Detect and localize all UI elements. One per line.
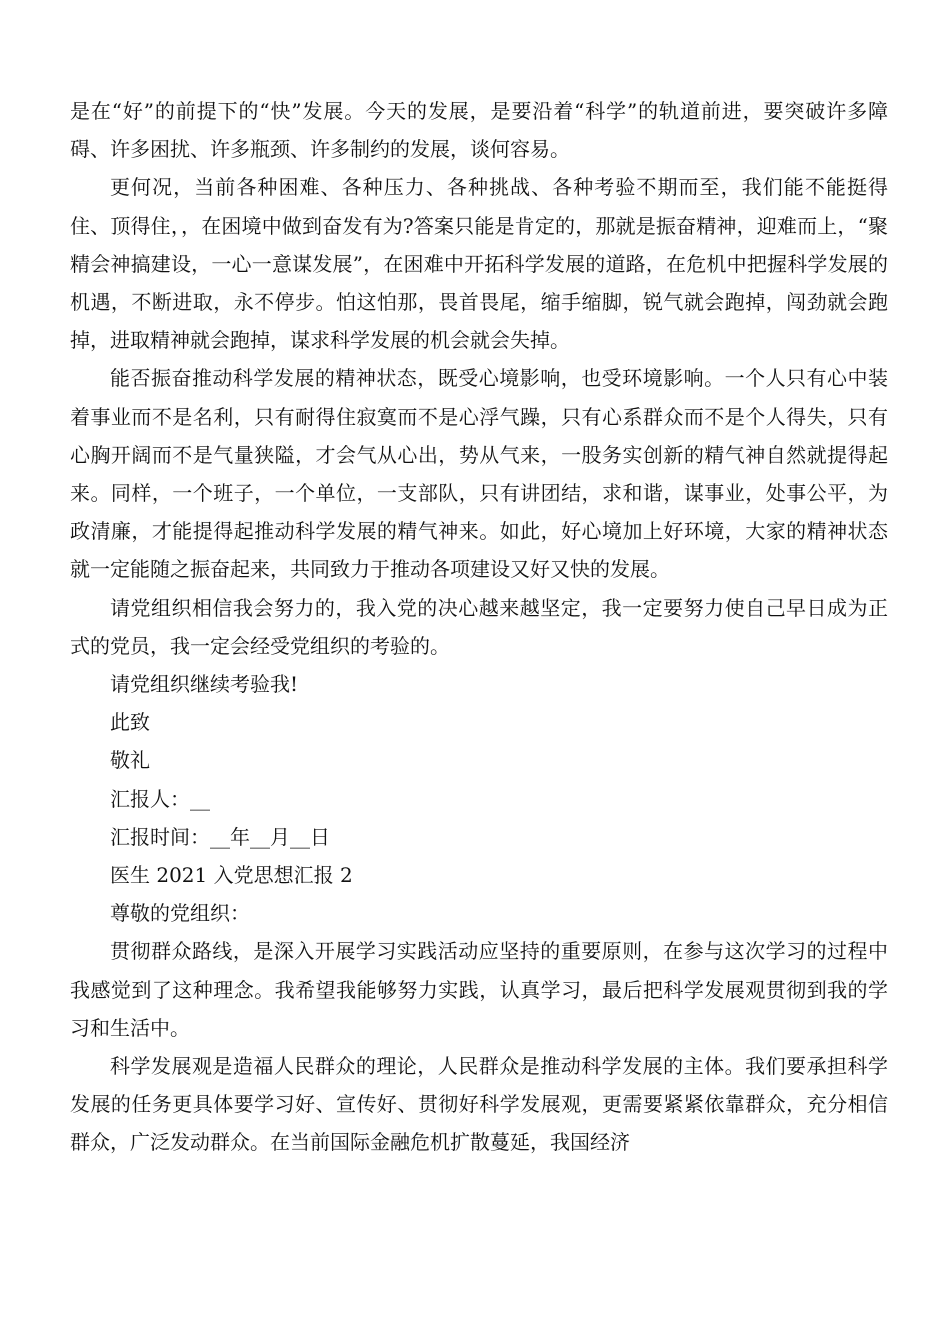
paragraph-resolve: 请党组织相信我会努力的，我入党的决心越来越坚定，我一定要努力使自己早日成为正式的党员，我一定会经受党组织的考验的。	[70, 595, 888, 658]
paragraph-mass-line: 贯彻群众路线，是深入开展学习实践活动应坚持的重要原则，在参与这次学习的过程中我感觉到了这种理念。我希望我能够努力实践，认真学习，最后把科学发展观贯彻到我的学习和生活中。	[70, 939, 888, 1040]
salutation-cizhi: 此致	[110, 710, 150, 735]
section-title: 医生 2021 入党思想汇报 2	[110, 863, 353, 888]
reporter-line: 汇报人：__	[110, 786, 210, 811]
closing-line: 请党组织继续考验我!	[110, 672, 299, 697]
greeting-line: 尊敬的党组织：	[110, 901, 250, 926]
salutation-jingli: 敬礼	[110, 748, 150, 773]
report-date-line: 汇报时间：__年__月__日	[110, 824, 330, 849]
document-page	[70, 92, 888, 1162]
paragraph-continued: 是在“好”的前提下的“快”发展。今天的发展，是要沿着“科学”的轨道前进，要突破许多障碍、许多困扰、许多瓶颈、许多制约的发展，谈何容易。	[70, 99, 888, 162]
paragraph-scientific-development: 科学发展观是造福人民群众的理论，人民群众是推动科学发展的主体。我们要承担科学发展的任务更具体要学习好、宣传好、贯彻好科学发展观，更需要紧紧依靠群众，充分相信群众，广泛发动群众。在当前国际金融危机扩散蔓延，我国经济	[70, 1054, 888, 1155]
paragraph-difficulties: 更何况，当前各种困难、各种压力、各种挑战、各种考验不期而至，我们能不能挺得住、顶得住，，在困境中做到奋发有为?答案只能是肯定的，那就是振奋精神，迎难而上，“聚精会神搞建设，一心一意谋发展”，在困难中开拓科学发展的道路，在危机中把握科学发展的机遇，不断进取，永不停步。怕这怕那，畏首畏尾，缩手缩脚，锐气就会跑掉，闯劲就会跑掉，进取精神就会跑掉，谋求科学发展的机会就会失掉。	[70, 175, 888, 353]
paragraph-spirit: 能否振奋推动科学发展的精神状态，既受心境影响，也受环境影响。一个人只有心中装着事业而不是名利，只有耐得住寂寞而不是心浮气躁，只有心系群众而不是个人得失，只有心胸开阔而不是气量狭隘，才会气从心出，势从气来，一股务实创新的精气神自然就提得起来。同样，一个班子，一个单位，一支部队，只有讲团结，求和谐，谋事业，处事公平，为政清廉，才能提得起推动科学发展的精气神来。如此，好心境加上好环境，大家的精神状态就一定能随之振奋起来，共同致力于推动各项建设又好又快的发展。	[70, 366, 888, 582]
